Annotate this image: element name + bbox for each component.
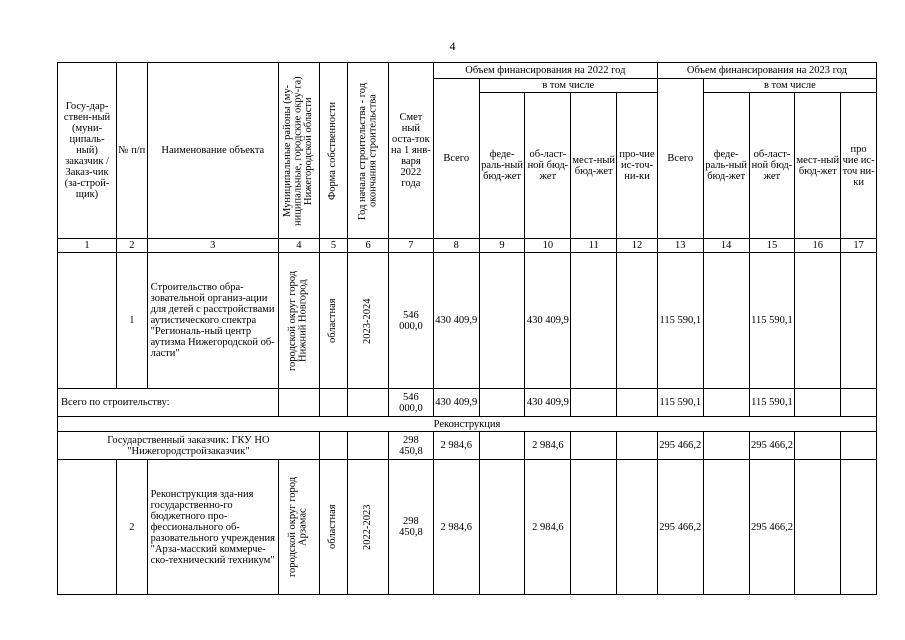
header-total-2022: Всего: [433, 79, 479, 239]
total-balance: 546 000,0: [388, 389, 433, 417]
page-number: 4: [449, 39, 456, 53]
row1-regional-2023: 115 590,1: [749, 253, 795, 389]
row2-name: Реконструкция зда-ния государственно-го бюджетного про-фессионального об-разовательного учреждения "Арза-масский коммерче-ско-технический техникум": [147, 460, 278, 595]
row2-customer: [58, 460, 117, 595]
customer-other-2023: [841, 432, 877, 460]
row1-ownership: областная: [319, 253, 348, 389]
column-number-1: 1: [58, 239, 117, 253]
column-number-5: 5: [319, 239, 348, 253]
row1-district: городской округ город Нижний Новгород: [279, 253, 320, 389]
customer-balance: 298 450,8: [388, 432, 433, 460]
financing-table: [57, 62, 877, 595]
header-incl-2022: в том числе: [479, 79, 657, 93]
customer-local-2023: [795, 432, 841, 460]
row2-num: 2: [117, 460, 148, 595]
customer-federal-2023: [703, 432, 749, 460]
row1-name: Строительство обра-зовательной организ-ации для детей с расстройствами аутистического спектра "Региональ-ный центр аутизма Нижегородской об-ласти": [147, 253, 278, 389]
total-other-2022: [617, 389, 658, 417]
row2-regional-2023: 295 466,2: [749, 460, 795, 595]
table-row: [58, 253, 877, 389]
header-fin-2022: Объем финансирования на 2022 год: [433, 63, 657, 79]
row1-balance: 546 000,0: [388, 253, 433, 389]
row2-federal-2022: [479, 460, 525, 595]
row1-other-2022: [617, 253, 658, 389]
row2-other-2022: [617, 460, 658, 595]
column-number-8: 8: [433, 239, 479, 253]
column-number-13: 13: [657, 239, 703, 253]
customer-regional-2023: 295 466,2: [749, 432, 795, 460]
customer-regional-2022: 2 984,6: [525, 432, 571, 460]
column-number-15: 15: [749, 239, 795, 253]
header-other-2023: про чие ис-точ ни-ки: [841, 93, 877, 239]
total-construction-row: [58, 389, 877, 417]
header-local-2023: мест-ный бюд-жет: [795, 93, 841, 239]
header-total-2023: Всего: [657, 79, 703, 239]
header-ownership: Форма собственности: [319, 63, 348, 239]
row2-federal-2023: [703, 460, 749, 595]
row2-years: 2022-2023: [348, 460, 389, 595]
column-number-16: 16: [795, 239, 841, 253]
header-num: № п/п: [117, 63, 148, 239]
column-number-6: 6: [348, 239, 389, 253]
section-row: [58, 417, 877, 432]
customer-federal-2022: [479, 432, 525, 460]
row1-other-2023: [841, 253, 877, 389]
header-incl-2023: в том числе: [703, 79, 876, 93]
row2-ownership: областная: [319, 460, 348, 595]
row1-local-2022: [571, 253, 617, 389]
row2-balance: 298 450,8: [388, 460, 433, 595]
header-other-2022: про-чие ис-точ-ни-ки: [617, 93, 658, 239]
column-numbers-row: [58, 239, 877, 253]
customer-local-2022: [571, 432, 617, 460]
row1-years: 2023-2024: [348, 253, 389, 389]
row2-local-2023: [795, 460, 841, 595]
header-name: Наименование объекта: [147, 63, 278, 239]
header-balance: Смет ный остa-ток на 1 янв-варя 2022 года: [388, 63, 433, 239]
total-local-2023: [795, 389, 841, 417]
column-number-7: 7: [388, 239, 433, 253]
header-regional-2022: об-ласт-ной бюд-жет: [525, 93, 571, 239]
column-number-14: 14: [703, 239, 749, 253]
row1-federal-2022: [479, 253, 525, 389]
total-federal-2022: [479, 389, 525, 417]
row1-federal-2023: [703, 253, 749, 389]
total-other-2023: [841, 389, 877, 417]
row1-total-2022: 430 409,9: [433, 253, 479, 389]
total-total-2022: 430 409,9: [433, 389, 479, 417]
customer-row: [58, 432, 877, 460]
customer-label: Государственный заказчик: ГКУ НО "Нижегородстройзаказчик": [58, 432, 320, 460]
header-years: Год начала строительства - год окончания строительства: [348, 63, 389, 239]
header-local-2022: мест-ный бюд-жет: [571, 93, 617, 239]
header-customer: Госу-дар-ствен-ный (муни-ципаль-ный) заказчик / Заказ-чик (за-строй-щик): [58, 63, 117, 239]
column-number-9: 9: [479, 239, 525, 253]
row1-customer: [58, 253, 117, 389]
column-number-11: 11: [571, 239, 617, 253]
total-regional-2023: 115 590,1: [749, 389, 795, 417]
customer-total-2022: 2 984,6: [433, 432, 479, 460]
total-total-2023: 115 590,1: [657, 389, 703, 417]
column-number-4: 4: [279, 239, 320, 253]
row2-total-2022: 2 984,6: [433, 460, 479, 595]
header-regional-2023: об-ласт-ной бюд-жет: [749, 93, 795, 239]
total-construction-label: Всего по строительству:: [58, 389, 279, 417]
row2-local-2022: [571, 460, 617, 595]
total-federal-2023: [703, 389, 749, 417]
section-title: Реконструкция: [58, 417, 877, 432]
column-number-10: 10: [525, 239, 571, 253]
total-empty-4: [279, 389, 320, 417]
row1-total-2023: 115 590,1: [657, 253, 703, 389]
column-number-17: 17: [841, 239, 877, 253]
total-empty-5: [319, 389, 348, 417]
column-number-2: 2: [117, 239, 148, 253]
row1-regional-2022: 430 409,9: [525, 253, 571, 389]
customer-total-2023: 295 466,2: [657, 432, 703, 460]
total-empty-6: [348, 389, 389, 417]
total-regional-2022: 430 409,9: [525, 389, 571, 417]
customer-other-2022: [617, 432, 658, 460]
header-federal-2023: феде-раль-ный бюд-жет: [703, 93, 749, 239]
row2-other-2023: [841, 460, 877, 595]
row1-local-2023: [795, 253, 841, 389]
row2-district: городской округ город Арзамас: [279, 460, 320, 595]
column-number-12: 12: [617, 239, 658, 253]
customer-empty-5: [319, 432, 348, 460]
row2-total-2023: 295 466,2: [657, 460, 703, 595]
header-fin-2023: Объем финансирования на 2023 год: [657, 63, 876, 79]
row1-num: 1: [117, 253, 148, 389]
customer-empty-6: [348, 432, 389, 460]
column-number-3: 3: [147, 239, 278, 253]
total-local-2022: [571, 389, 617, 417]
row2-regional-2022: 2 984,6: [525, 460, 571, 595]
header-districts: Муниципальные районы (му-ниципальные, городские окру-га) Нижегородской области: [279, 63, 320, 239]
table-row: [58, 460, 877, 595]
header-federal-2022: феде-раль-ный бюд-жет: [479, 93, 525, 239]
